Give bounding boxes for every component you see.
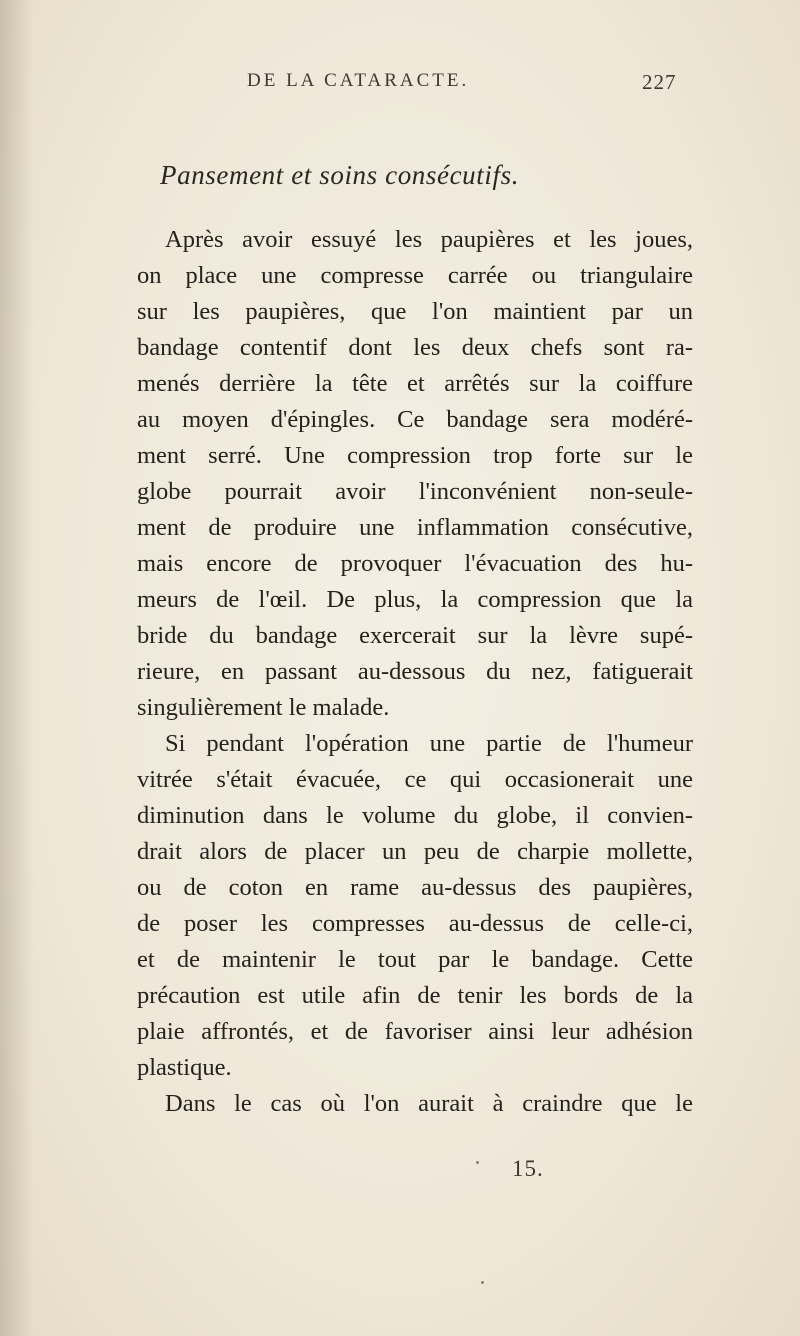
text-line: on place une compresse carrée ou triangulaire bbox=[137, 262, 693, 289]
text-line: diminution dans le volume du globe, il convien- bbox=[137, 802, 693, 829]
text-line: singulièrement le malade. bbox=[137, 694, 390, 721]
text-line: précaution est utile afin de tenir les bords de la bbox=[137, 982, 693, 1009]
text-line: vitrée s'était évacuée, ce qui occasionerait une bbox=[137, 766, 693, 793]
text-line: globe pourrait avoir l'inconvénient non-seule- bbox=[137, 478, 693, 505]
section-title: Pansement et soins consécutifs. bbox=[160, 160, 520, 190]
text-line: drait alors de placer un peu de charpie mollette, bbox=[137, 838, 693, 865]
running-head bbox=[0, 70, 800, 100]
running-title: DE LA CATARACTE. bbox=[247, 70, 470, 91]
page-number: 227 bbox=[642, 70, 677, 94]
text-line: Si pendant l'opération une partie de l'humeur bbox=[165, 730, 693, 757]
text-line: plastique. bbox=[137, 1054, 232, 1081]
text-line: sur les paupières, que l'on maintient par un bbox=[137, 298, 693, 325]
text-line: Dans le cas où l'on aurait à craindre que le bbox=[165, 1090, 693, 1117]
text-line: mais encore de provoquer l'évacuation des hu- bbox=[137, 550, 693, 577]
text-line: au moyen d'épingles. Ce bandage sera modéré- bbox=[137, 406, 693, 433]
text-line: ou de coton en rame au-dessus des paupières, bbox=[137, 874, 693, 901]
text-line: de poser les compresses au-dessus de celle-ci, bbox=[137, 910, 693, 937]
gutter-shadow bbox=[0, 0, 34, 1336]
signature-mark: 15. bbox=[512, 1156, 544, 1181]
text-line: rieure, en passant au-dessous du nez, fatiguerait bbox=[137, 658, 693, 685]
paper-speck bbox=[481, 1281, 484, 1284]
text-line: plaie affrontés, et de favoriser ainsi leur adhésion bbox=[137, 1018, 693, 1045]
text-line: bride du bandage exercerait sur la lèvre supé- bbox=[137, 622, 693, 649]
text-line: menés derrière la tête et arrêtés sur la coiffure bbox=[137, 370, 693, 397]
text-line: ment de produire une inflammation consécutive, bbox=[137, 514, 693, 541]
text-line: ment serré. Une compression trop forte sur le bbox=[137, 442, 693, 469]
paper-speck bbox=[476, 1161, 479, 1164]
text-line: Après avoir essuyé les paupières et les joues, bbox=[165, 226, 693, 253]
text-line: meurs de l'œil. De plus, la compression que la bbox=[137, 586, 693, 613]
text-line: et de maintenir le tout par le bandage. Cette bbox=[137, 946, 693, 973]
text-line: bandage contentif dont les deux chefs sont ra- bbox=[137, 334, 693, 361]
